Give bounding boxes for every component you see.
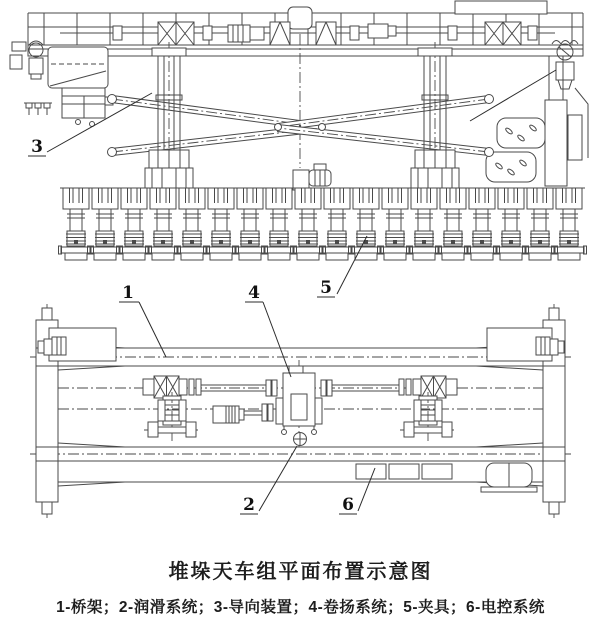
deck-top-right-box [455, 1, 547, 14]
travel-motor-left [52, 337, 66, 355]
callout-4-number: 4 [248, 283, 260, 303]
mast-right [411, 42, 459, 196]
shaft-coupling [203, 26, 212, 40]
buffer [42, 308, 52, 320]
linkage-pivot [275, 124, 282, 131]
guide-box [48, 47, 108, 88]
brake-unit [228, 25, 250, 42]
clamp-unit [349, 188, 384, 260]
callout-1-number: 1 [122, 283, 134, 303]
linkage-pivot [108, 148, 117, 157]
shaft-coupling [448, 26, 457, 40]
mast-left [145, 42, 193, 196]
electric-control-boxes [356, 464, 452, 479]
linkage-pivot [485, 148, 494, 157]
guide-device-right [470, 41, 588, 187]
hoist-motor [213, 404, 273, 423]
shaft-pedestal [270, 22, 290, 45]
buffer [549, 502, 559, 514]
wheel-block-right [414, 392, 442, 443]
callout-2-number: 2 [243, 495, 255, 515]
callout-3-number: 3 [31, 137, 43, 157]
callout-5-number: 5 [320, 278, 332, 298]
callout-5 [317, 236, 367, 298]
callout-2 [240, 446, 297, 515]
scissor-linkage [108, 95, 494, 157]
cable-box [481, 463, 537, 492]
clamp-unit [320, 188, 355, 260]
control-box [356, 464, 386, 479]
clamp-unit [465, 188, 500, 260]
callout-4 [245, 283, 291, 377]
clamp-unit [59, 188, 94, 260]
elevation-view [10, 1, 588, 260]
buffer [42, 502, 52, 514]
clamp-unit [378, 188, 413, 260]
bridge-girder-bottom [58, 443, 543, 486]
clamp-unit [262, 188, 297, 260]
clamp-unit [494, 188, 529, 260]
shaft-coupling [528, 26, 537, 40]
platform-right [487, 328, 564, 361]
linkage-pivot [108, 95, 117, 104]
clamp-unit [436, 188, 471, 260]
platform-left [38, 328, 116, 361]
clamp-unit [146, 188, 181, 260]
clamp-unit [117, 188, 152, 260]
figure-legend: 1-桥架；2-润滑系统；3-导向装置；4-卷扬系统；5-夹具；6-电控系统 [56, 599, 545, 616]
travel-motor-right [536, 337, 550, 355]
control-box [389, 464, 419, 479]
guide-device-left [10, 41, 113, 127]
control-box [422, 464, 452, 479]
linkage-pivot [319, 124, 326, 131]
clamp-unit [291, 188, 326, 260]
clamp-unit [88, 188, 123, 260]
callout-6-number: 6 [342, 495, 354, 515]
clamp-drive-motor [293, 164, 331, 190]
clamp-unit [407, 188, 442, 260]
shaft-coupling [350, 26, 359, 40]
clamp-row [59, 188, 587, 260]
clamp-unit [175, 188, 210, 260]
linkage-pivot [485, 95, 494, 104]
clamp-unit [523, 188, 558, 260]
shaft-coupling [113, 26, 122, 40]
shaft-pedestal [316, 22, 336, 45]
wheel-block-left [158, 392, 186, 443]
clamp-unit [204, 188, 239, 260]
callout-1 [119, 283, 166, 357]
figure-title: 堆垛天车组平面布置示意图 [168, 561, 433, 583]
clamp-unit [233, 188, 268, 260]
buffer [549, 308, 559, 320]
guide-plate [486, 152, 536, 182]
guide-plate [497, 118, 545, 148]
deck-center-bracket [288, 7, 312, 29]
plan-view [30, 236, 571, 518]
clamp-unit [552, 188, 587, 260]
drive-motor [368, 24, 388, 38]
lubrication-point [294, 433, 307, 446]
